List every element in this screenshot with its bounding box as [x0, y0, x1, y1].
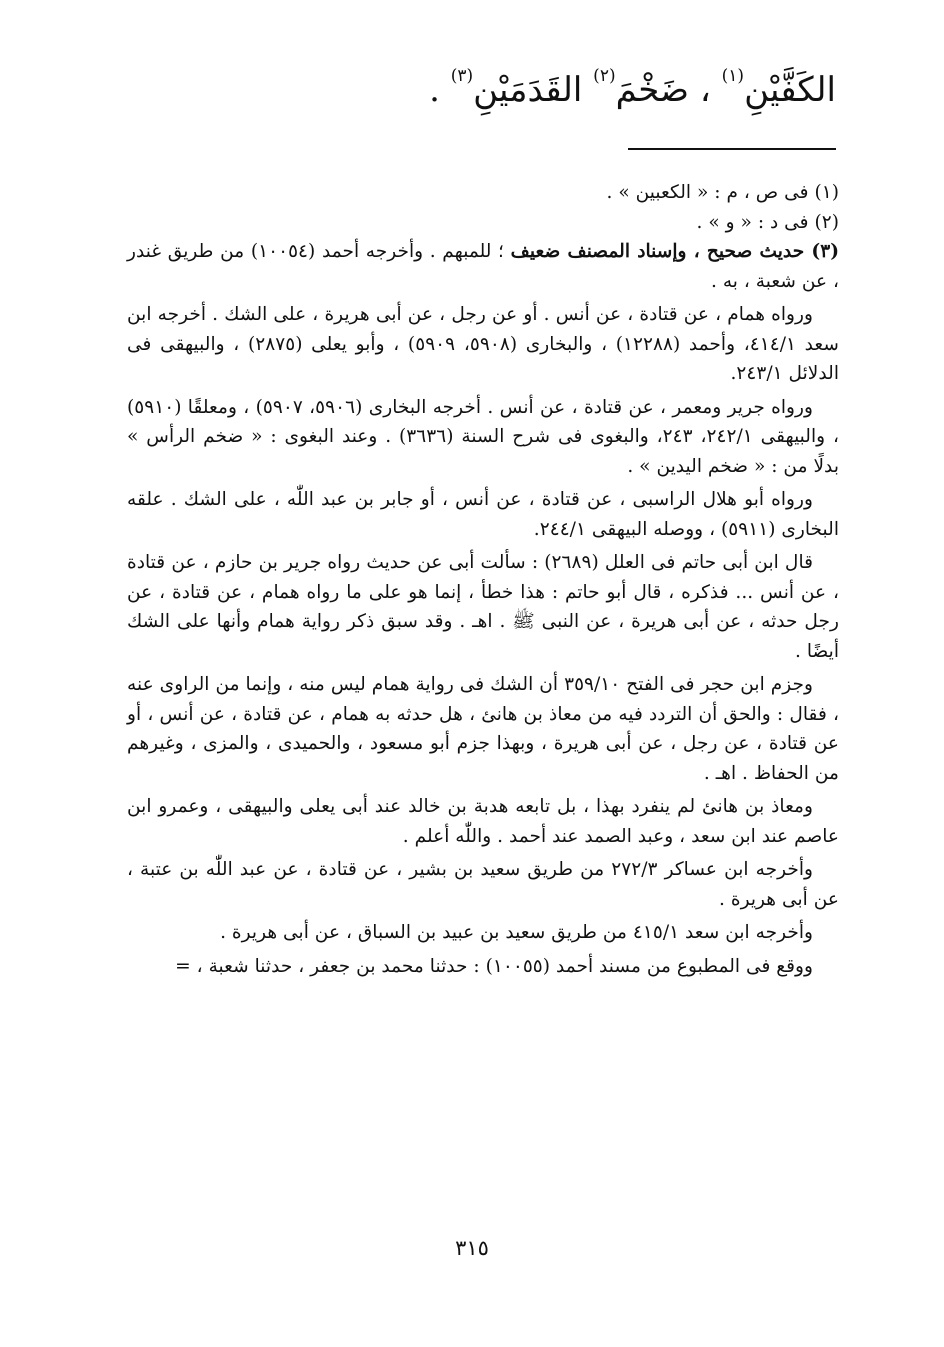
- main-end-mark: .: [429, 70, 451, 110]
- footnote-2: (٢) فى د : « و » .: [696, 211, 839, 233]
- footnote-1: (١) فى ص ، م : « الكعبين » .: [606, 182, 839, 203]
- main-word-2: ضَخْمَ: [615, 70, 690, 110]
- footnote-paragraph-hammam: ورواه همام ، عن قتادة ، عن أنس . أو عن رجل ، عن أبى هريرة ، على الشك . أخرجه ابن سعد ٤١٤/١، وأحمد (١٢٢٨٨) ، والبخارى (٥٩٠٨، ٥٩٠٩) ، وأبو يعلى (٢٨٧٥) ، والبيهقى فى الدلائل ٢٤٣/١.: [127, 304, 839, 384]
- footnote-paragraph-muadh: ومعاذ بن هانئ لم ينفرد بهذا ، بل تابعه هدبة بن خالد عند أبى يعلى والبيهقى ، وعمرو ابن عاصم عند ابن سعد ، وعبد الصمد عند أحمد . واللّٰه أعلم .: [127, 796, 839, 847]
- footnote-ref-3: (٣): [450, 66, 474, 86]
- footnote-ref-1: (١): [721, 66, 745, 86]
- footnote-ref-2: (٢): [593, 66, 616, 86]
- footnote-3-text: ؛ للمبهم . وأخرجه أحمد (١٠٠٥٤) من طريق غندر ، عن شعبة ، به .: [127, 241, 839, 292]
- main-text-line: [106, 62, 836, 118]
- footnote-3: [127, 237, 839, 296]
- footnote-paragraph-jarir: ورواه جرير ومعمر ، عن قتادة ، عن أنس . أخرجه البخارى (٥٩٠٦، ٥٩٠٧) ، ومعلقًا (٥٩١٠) ، والبيهقى ٢٤٢/١، ٢٤٣، والبغوى فى شرح السنة (٣٦٣٦) . وعند البغوى : « ضخم الرأس » بدلًا من : « ضخم اليدين » .: [127, 396, 839, 477]
- footnote-paragraph-ibn-asakir: وأخرجه ابن عساكر ٢٧٢/٣ من طريق سعيد بن بشير ، عن قتادة ، عن عبد اللّٰه بن عتبة ، عن أبى هريرة .: [127, 859, 839, 910]
- footnote-separator-rule: [628, 148, 836, 150]
- main-word-3: القَدَمَيْنِ: [473, 70, 583, 110]
- footnote-3-verdict: (٣) حديث صحيح ، وإسناد المصنف ضعيف: [510, 241, 839, 262]
- footnote-paragraph-abu-hilal: ورواه أبو هلال الراسبى ، عن قتادة ، عن أنس ، أو جابر بن عبد اللّٰه ، على الشك . علقه البخارى (٥٩١١) ، ووصله البيهقى ٢٤٤/١.: [127, 489, 839, 540]
- footnote-paragraph-musnad: ووقع فى المطبوع من مسند أحمد (١٠٠٥٥) : حدثنا محمد بن جعفر ، حدثنا شعبة ، =: [175, 955, 813, 977]
- main-word-1: الكَفَّيْنِ: [744, 70, 836, 110]
- footnote-paragraph-ibn-sad: وأخرجه ابن سعد ٤١٥/١ من طريق سعيد بن عبيد بن السباق ، عن أبى هريرة .: [220, 922, 813, 943]
- main-separator: ،: [689, 70, 722, 110]
- footnote-paragraph-ibn-hajar: وجزم ابن حجر فى الفتح ٣٥٩/١٠ أن الشك فى رواية همام ليس منه ، وإنما من الراوى عنه ، فقال : والحق أن التردد فيه من معاذ بن هانئ ، هل حدثه به همام ، عن قتادة ، عن أنس ، أو عن قتادة ، عن رجل ، عن أبى هريرة ، وبهذا جزم أبو مسعود ، والحميدى ، والمزى ، وغيرهم من الحفاظ . اهـ .: [127, 674, 839, 784]
- footnotes-section: [127, 178, 839, 985]
- page-number: ٣١٥: [455, 1236, 489, 1260]
- footnote-paragraph-ilal: قال ابن أبى حاتم فى العلل (٢٦٨٩) : سألت أبى عن حديث رواه جرير بن حازم ، عن قتادة ، عن أنس ... فذكره ، قال أبو حاتم : هذا خطأ ، إنما هو على ما رواه همام ، عن قتادة ، عن رجل حدثه ، عن أبى هريرة ، عن النبى ﷺ . اهـ . وقد سبق ذكر رواية همام وأنها على الشك أيضًا .: [127, 552, 839, 662]
